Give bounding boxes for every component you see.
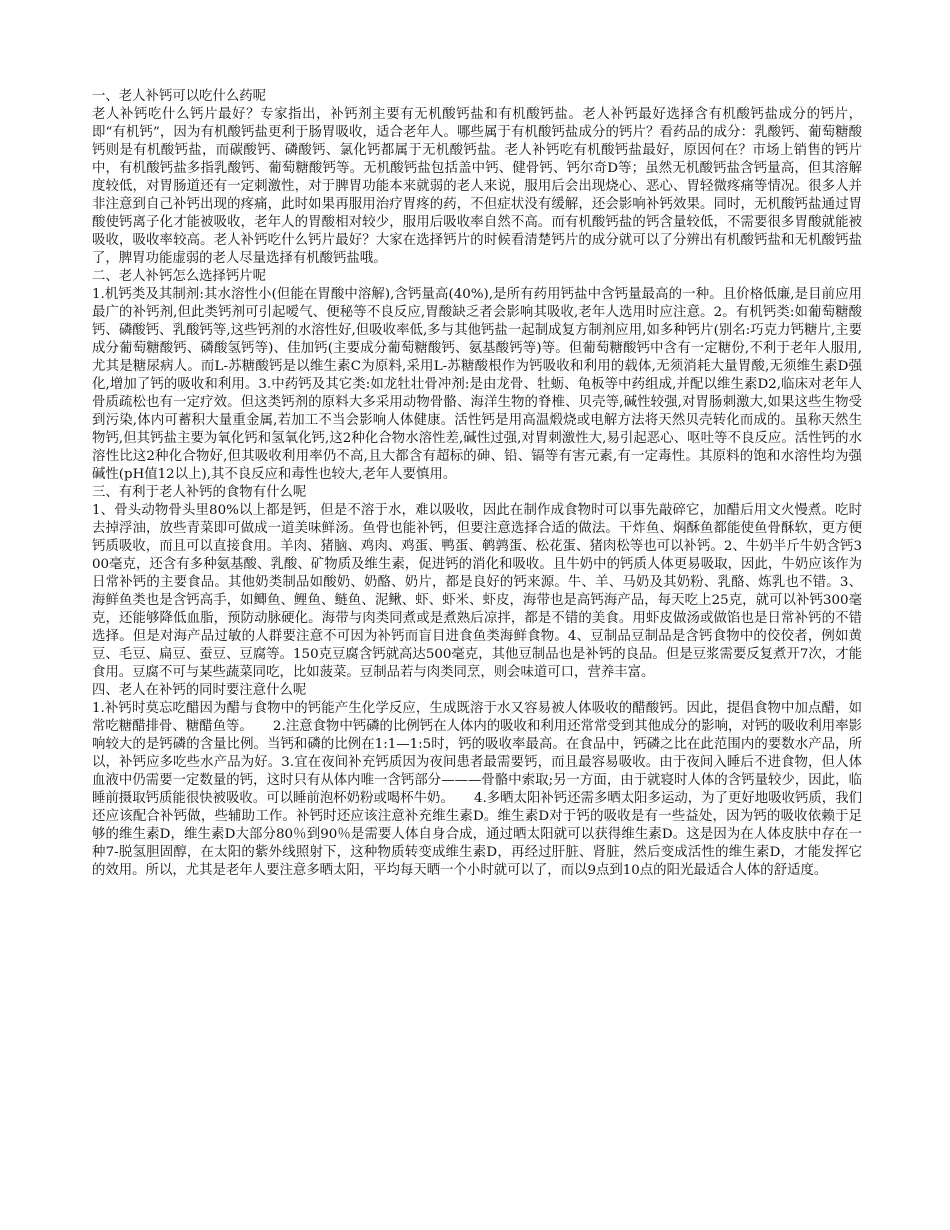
- section-heading: 二、老人补钙怎么选择钙片呢: [92, 269, 267, 284]
- section-1: [92, 88, 862, 268]
- section-2: [92, 268, 862, 484]
- section-body: 老人补钙吃什么钙片最好？专家指出，补钙剂主要有无机酸钙盐和有机酸钙盐。老人补钙最好选择含有机酸钙盐成分的钙片，即“有机钙”，因为有机酸钙盐更利于肠胃吸收，适合老年人。哪些属于有机酸钙盐成分的钙片？看药品的成分：乳酸钙、葡萄糖酸钙则是有机酸钙盐，而碳酸钙、磷酸钙、氯化钙都属于无机酸钙盐。老人补钙吃有机酸钙盐最好，原因何在？市场上销售的钙片中，有机酸钙盐多指乳酸钙、葡萄糖酸钙等。无机酸钙盐包括盖中钙、健骨钙、钙尔奇D等；虽然无机酸钙盐含钙量高，但其溶解度较低，对胃肠道还有一定刺激性，对于脾胃功能本来就弱的老人来说，服用后会出现烧心、恶心、胃轻微疼痛等情况。很多人并非注意到自己补钙出现的疼痛，此时如果再服用治疗胃疼的药，不但症状没有缓解，还会影响补钙效果。同时，无机酸钙盐通过胃酸使钙离子化才能被吸收，老年人的胃酸相对较少，服用后吸收率自然不高。而有机酸钙盐的钙含量较低，不需要很多胃酸就能被吸收，吸收率较高。老人补钙吃什么钙片最好？大家在选择钙片的时候看清楚钙片的成分就可以了分辨出有机酸钙盐和无机酸钙盐了，脾胃功能虚弱的老人尽量选择有机酸钙盐哦。: [92, 107, 862, 266]
- section-body: 1、骨头动物骨头里80%以上都是钙，但是不溶于水，难以吸收，因此在制作成食物时可以事先敲碎它，加醋后用文火慢煮。吃时去掉浮油，放些青菜即可做成一道美味鲜汤。鱼骨也能补钙，但要注意选择合适的做法。干炸鱼、焖酥鱼都能使鱼骨酥软，更方便钙质吸收，而且可以直接食用。羊肉、猪脑、鸡肉、鸡蛋、鸭蛋、鹌鹑蛋、松花蛋、猪肉松等也可以补钙。2、牛奶半斤牛奶含钙300毫克，还含有多种氨基酸、乳酸、矿物质及维生素，促进钙的消化和吸收。且牛奶中的钙质人体更易吸取，因此，牛奶应该作为日常补钙的主要食品。其他奶类制品如酸奶、奶酪、奶片，都是良好的钙来源。牛、羊、马奶及其奶粉、乳酪、炼乳也不错。3、海鲜鱼类也是含钙高手，如鲫鱼、鲤鱼、鲢鱼、泥鳅、虾、虾米、虾皮，海带也是高钙海产品，每天吃上25克，就可以补钙300毫克，还能够降低血脂，预防动脉硬化。海带与肉类同煮或是煮熟后凉拌，都是不错的美食。用虾皮做汤或做馅也是日常补钙的不错选择。但是对海产品过敏的人群要注意不可因为补钙而盲目进食鱼类海鲜食物。4、豆制品豆制品是含钙食物中的佼佼者，例如黄豆、毛豆、扁豆、蚕豆、豆腐等。150克豆腐含钙就高达500毫克，其他豆制品也是补钙的良品。但是豆浆需要反复煮开7次，才能食用。豆腐不可与某些蔬菜同吃，比如菠菜。豆制品若与肉类同烹，则会味道可口，营养丰富。: [92, 503, 862, 680]
- section-4: [92, 682, 862, 880]
- section-body: 1.机钙类及其制剂:其水溶性小(但能在胃酸中溶解),含钙量高(40%),是所有药用钙盐中含钙量最高的一种。且价格低廉,是目前应用最广的补钙剂,但此类钙剂可引起嗳气、便秘等不良反应,胃酸缺乏者会影响其吸收,老年人选用时应注意。2。有机钙类:如葡萄糖酸钙、磷酸钙、乳酸钙等,这些钙剂的水溶性好,但吸收率低,多与其他钙盐一起制成复方制剂应用,如多种钙片(别名:巧克力钙糖片,主要成分葡萄糖酸钙、磷酸氢钙等)、佳加钙(主要成分葡萄糖酸钙、氨基酸钙等)等。但葡萄糖酸钙中含有一定糖份,不利于老年人服用,尤其是糖尿病人。而L-苏糖酸钙是以维生素C为原料,采用L-苏糖酸根作为钙吸收和利用的载体,无须消耗大量胃酸,无须维生素D强化,增加了钙的吸收和利用。3.中药钙及其它类:如龙牡壮骨冲剂:是由龙骨、牡蛎、龟板等中药组成,并配以维生素D2,临床对老年人骨质疏松也有一定疗效。但这类钙剂的原料大多采用动物骨骼、海洋生物的脊椎、贝壳等,碱性较强,对胃肠刺激大,如果这些生物受到污染,体内可蓄积大量重金属,若加工不当会影响人体健康。活性钙是用高温煅烧或电解方法将天然贝壳转化而成的。虽称天然生物钙,但其钙盐主要为氧化钙和氢氧化钙,这2种化合物水溶性差,碱性过强,对胃刺激性大,易引起恶心、呕吐等不良反应。活性钙的水溶性比这2种化合物好,但其吸收利用率仍不高,且大都含有超标的砷、铅、镉等有害元素,有一定毒性。其原料的饱和水溶性均为强碱性(pH值12以上),其不良反应和毒性也较大,老年人要慎用。: [92, 287, 862, 482]
- section-heading: 四、老人在补钙的同时要注意什么呢: [92, 683, 307, 698]
- section-3: [92, 484, 862, 682]
- section-heading: 三、有利于老人补钙的食物有什么呢: [92, 485, 307, 500]
- section-heading: 一、老人补钙可以吃什么药呢: [92, 89, 267, 104]
- section-body: 1.补钙时莫忘吃醋因为醋与食物中的钙能产生化学反应，生成既溶于水又容易被人体吸收的醋酸钙。因此，提倡食物中加点醋，如常吃糖醋排骨、糖醋鱼等。 2.注意食物中钙磷的比例钙在人体内的吸收和利用还常常受到其他成分的影响，对钙的吸收利用率影响较大的是钙磷的含量比例。当钙和磷的比例在1:1—1:5时，钙的吸收率最高。在食品中，钙磷之比在此范围内的要数水产品，所以，补钙应多吃些水产品为好。3.宜在夜间补充钙质因为夜间患者最需要钙，而且最容易吸收。由于夜间入睡后不进食物，但人体血液中仍需要一定数量的钙，这时只有从体内唯一含钙部分———骨骼中索取;另一方面，由于就寝时人体的含钙量较少，因此，临睡前摄取钙质能很快被吸收。可以睡前泡杯奶粉或喝杯牛奶。 4.多晒太阳补钙还需多晒太阳多运动，为了更好地吸收钙质，我们还应该配合补钙做，些辅助工作。补钙时还应该注意补充维生素D。维生素D对于钙的吸收是有一些益处，因为钙的吸收依赖于足够的维生素D，维生素D大部分80％到90％是需要人体自身合成，通过晒太阳就可以获得维生素D。这是因为在人体皮肤中存在一种7-脱氢胆固醇，在太阳的紫外线照射下，这种物质转变成维生素D，再经过肝脏、肾脏，然后变成活性的维生素D，才能发挥它的效用。所以，尤其是老年人要注意多晒太阳，平均每天晒一个小时就可以了，而以9点到10点的阳光最适合人体的舒适度。: [92, 701, 862, 878]
